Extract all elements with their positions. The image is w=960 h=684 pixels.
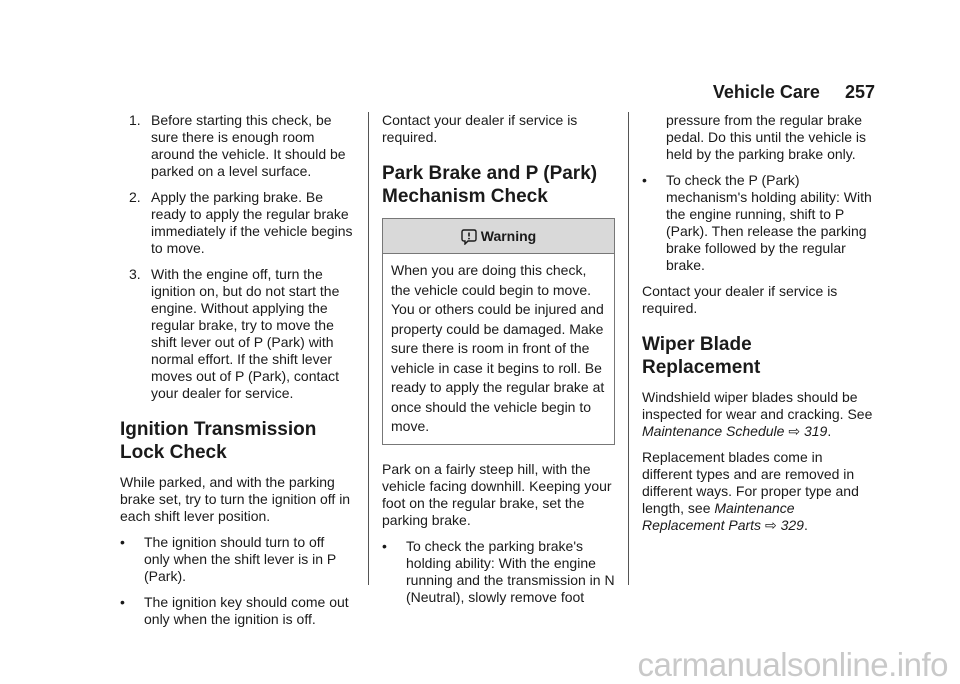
- section-heading: Ignition Transmission Lock Check: [120, 419, 317, 463]
- watermark: carmanualsonline.info: [637, 646, 948, 683]
- page-arrow-icon: ⇨: [788, 423, 801, 439]
- warning-header: [383, 219, 614, 254]
- reference-page[interactable]: 329: [780, 517, 804, 533]
- bullet-text: To check the parking brake's holding ability: With the engine running and the transmission in N (Neutral), slowly remove foot: [406, 537, 615, 605]
- cross-reference-link[interactable]: Maintenance Schedule: [642, 423, 785, 439]
- column-3: [642, 112, 875, 543]
- section-heading: Park Brake and P (Park) Mechanism Check: [382, 163, 598, 207]
- section-heading: Wiper Blade Replacement: [642, 334, 761, 378]
- step-text: Before starting this check, be sure there is enough room around the vehicle. It should be parked on a level surface.: [151, 112, 346, 179]
- page-header: [0, 82, 875, 103]
- paragraph: Contact your dealer if service is required.: [382, 112, 578, 145]
- bullet: •: [120, 594, 125, 610]
- section-title: Vehicle Care: [712, 82, 820, 102]
- column-divider: [628, 112, 629, 585]
- step-number: 1.: [129, 112, 141, 128]
- warning-box: [382, 218, 615, 445]
- column-divider: [368, 112, 369, 585]
- paragraph-text: Replacement blades come in different types and are removed in different ways. For proper type and length, see: [642, 449, 859, 516]
- bullet: •: [642, 172, 647, 188]
- punctuation: .: [827, 423, 832, 439]
- paragraph: [642, 449, 875, 534]
- list-item: [120, 112, 353, 180]
- list-item: [120, 534, 353, 585]
- warning-title: Warning: [480, 228, 537, 244]
- paragraph: Park on a fairly steep hill, with the vehicle facing downhill. Keeping your foot on the regular brake, set the parking brake.: [382, 460, 612, 528]
- bullet-text: The ignition key should come out only when the ignition is off.: [144, 594, 349, 627]
- bullet-text: The ignition should turn to off only when the shift lever is in P (Park).: [144, 534, 336, 584]
- step-text: With the engine off, turn the ignition on, but do not start the engine. Without applying the regular brake, try to move the shift lever out of P (Park) with normal effort. If the shift lever moves out of P (Park), contact your dealer for service.: [151, 266, 340, 401]
- page-arrow-icon: ⇨: [764, 517, 777, 533]
- paragraph-text: Windshield wiper blades should be inspected for wear and cracking. See: [642, 389, 873, 422]
- list-item-continued: [642, 112, 875, 163]
- list-item: [120, 594, 353, 628]
- punctuation: .: [803, 517, 808, 533]
- column-2: [382, 112, 615, 615]
- list-item: [120, 266, 353, 402]
- step-number: 3.: [129, 266, 141, 282]
- warning-icon: [461, 229, 477, 245]
- list-item: [120, 189, 353, 257]
- column-1: [120, 112, 353, 637]
- bullet: •: [120, 534, 125, 550]
- paragraph: [642, 389, 875, 440]
- cross-reference-link[interactable]: Maintenance Replacement Parts: [642, 500, 795, 533]
- paragraph: While parked, and with the parking brake set, try to turn the ignition off in each shift lever position.: [120, 474, 351, 524]
- bullet: •: [382, 537, 387, 554]
- warning-body: When you are doing this check, the vehicle could begin to move. You or others could be injured and property could be damaged. Make sure there is room in front of the vehicle in case it begins to roll. Be ready to apply the regular brake at once should the vehicle begin to move.: [391, 262, 605, 434]
- step-number: 2.: [129, 189, 141, 205]
- paragraph: Contact your dealer if service is required.: [642, 283, 838, 316]
- bullet-text: pressure from the regular brake pedal. Do this until the vehicle is held by the parking brake only.: [666, 112, 866, 162]
- list-item: [642, 172, 875, 274]
- reference-page[interactable]: 319: [803, 423, 828, 439]
- step-text: Apply the parking brake. Be ready to apply the regular brake immediately if the vehicle begins to move.: [151, 189, 353, 256]
- list-item: [382, 538, 615, 606]
- bullet-text: To check the P (Park) mechanism's holding ability: With the engine running, shift to P (Park). Then release the parking brake followed by the regular brake.: [666, 172, 872, 273]
- page-number: 257: [844, 82, 875, 102]
